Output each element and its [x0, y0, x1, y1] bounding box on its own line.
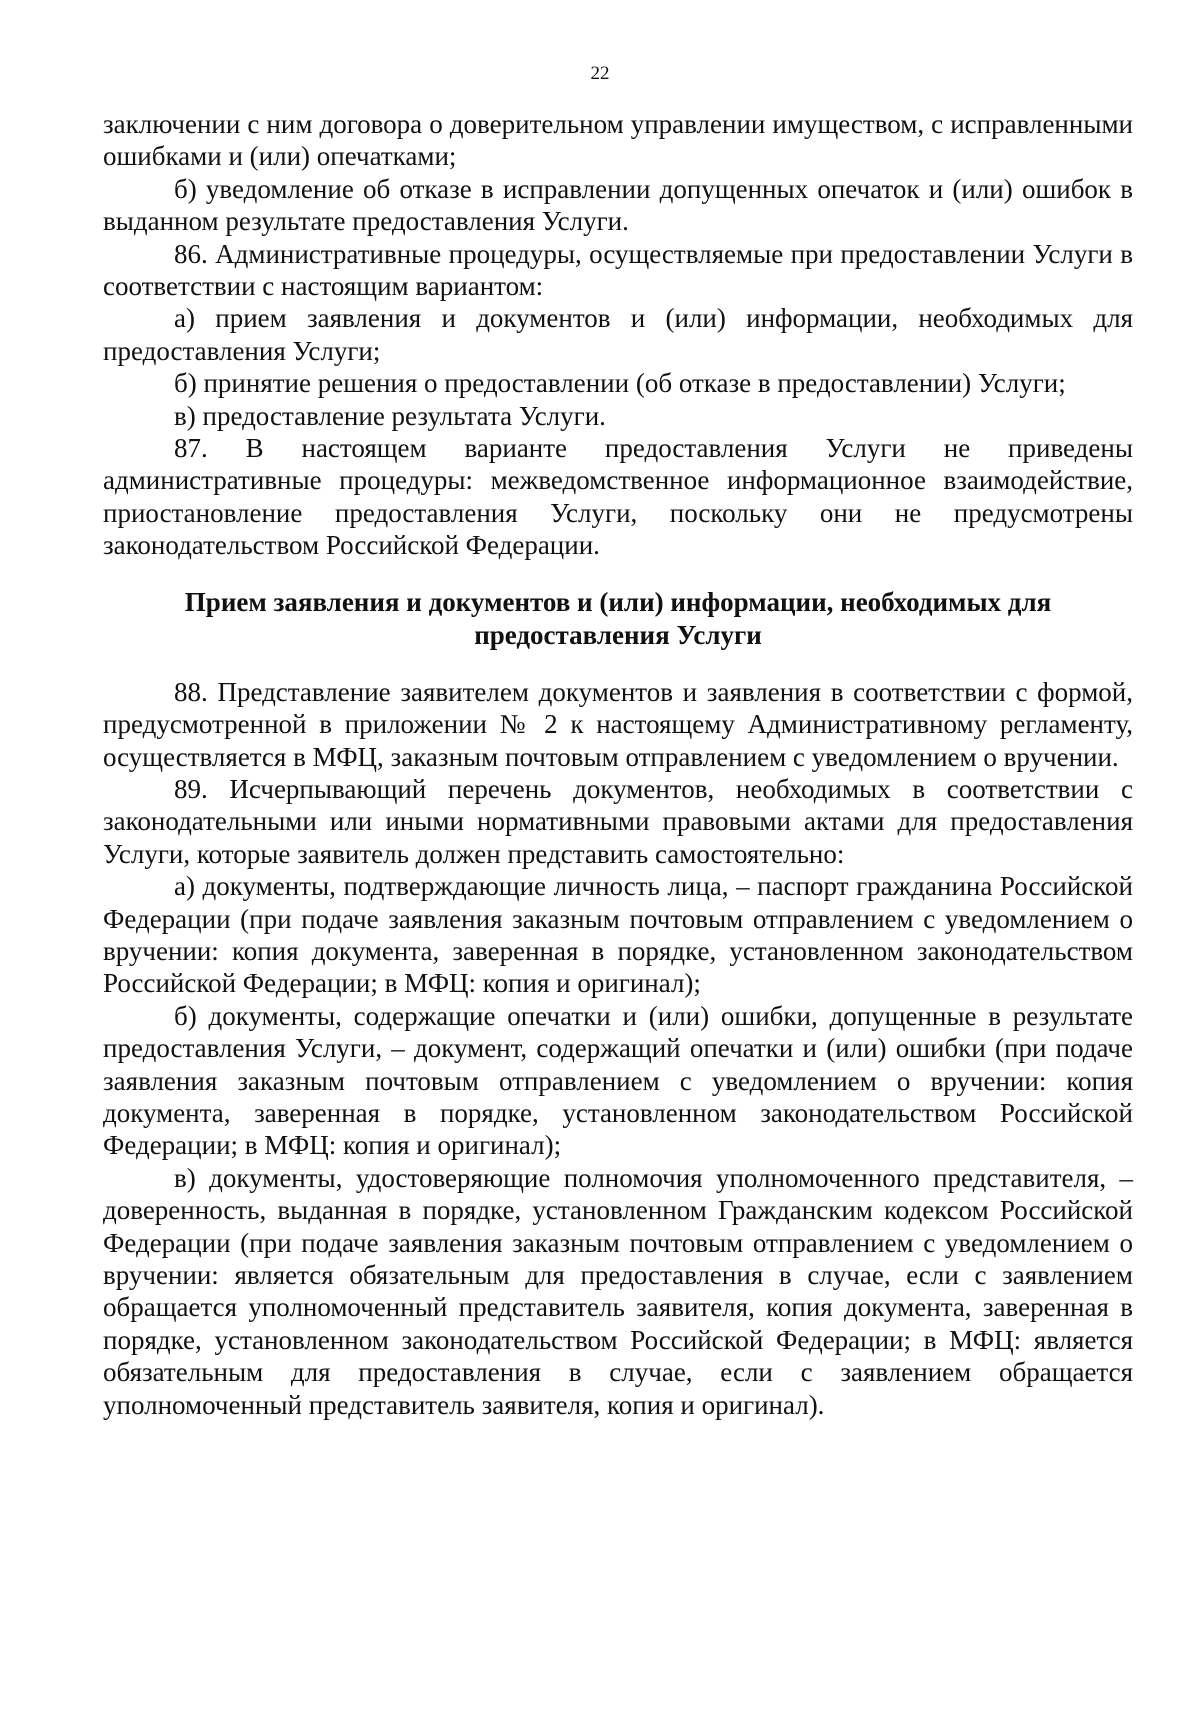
paragraph-88: 88. Представление заявителем документов и заявления в соответствии с формой, предусмотренной в приложении № 2 к настоящему Административному регламенту, осуществляется в МФЦ, заказным почтовым отправлением с уведомлением о вручении. [103, 676, 1133, 772]
paragraph-86: 86. Административные процедуры, осуществляемые при предоставлении Услуги в соответствии с настоящим вариантом: [103, 238, 1133, 302]
section-heading: Прием заявления и документов и (или) информации, необходимых для предоставления Услуги [184, 586, 1052, 650]
page-number: 22 [590, 63, 610, 84]
paragraph-continuation: заключении с ним договора о доверительном управлении имуществом, с исправленными ошибками и (или) опечатками; [103, 109, 1133, 172]
document-body [103, 108, 1133, 1421]
paragraphs-after-heading [103, 676, 1133, 1421]
paragraph-87: 87. В настоящем варианте предоставления Услуги не приведены административные процедуры: межведомственное информационное взаимодействие, приостановление предоставления Услуги, поскольку они не предусмотрены законодательством Российской Федерации. [103, 433, 1133, 561]
paragraph-89: 89. Исчерпывающий перечень документов, необходимых в соответствии с законодательными или иными нормативными правовыми актами для предоставления Услуги, которые заявитель должен представить самостоятельно: [103, 773, 1133, 869]
paragraph-89a: а) документы, подтверждающие личность лица, – паспорт гражданина Российской Федерации (при подаче заявления заказным почтовым отправлением с уведомлением о вручении: копия документа, заверенная в порядке, установленном законодательством Российской Федерации; в МФЦ: копия и оригинал); [103, 871, 1133, 999]
paragraph-85b: б) уведомление об отказе в исправлении допущенных опечаток и (или) ошибок в выданном результате предоставления Услуги. [103, 173, 1133, 237]
paragraph-89c: в) документы, удостоверяющие полномочия уполномоченного представителя, – доверенность, выданная в порядке, установленном Гражданским кодексом Российской Федерации (при подаче заявления заказным почтовым отправлением с уведомлением о вручении: является обязательным для предоставления в случае, если с заявлением обращается уполномоченный представитель заявителя, копия документа, заверенная в порядке, установленном законодательством Российской Федерации; в МФЦ: является обязательным для предоставления в случае, если с заявлением обращается уполномоченный представитель заявителя, копия и оригинал). [103, 1162, 1133, 1420]
paragraph-86a: а) прием заявления и документов и (или) информации, необходимых для предоставления Услуги; [103, 303, 1133, 366]
paragraphs-before-heading [103, 108, 1133, 562]
paragraph-86b: б) принятие решения о предоставлении (об отказе в предоставлении) Услуги; [174, 368, 1066, 399]
paragraph-89b: б) документы, содержащие опечатки и (или) ошибки, допущенные в результате предоставления Услуги, – документ, содержащий опечатки и (или) ошибки (при подаче заявления заказным почтовым отправлением с уведомлением о вручении: копия документа, заверенная в порядке, установленном законодательством Российской Федерации; в МФЦ: копия и оригинал); [103, 1000, 1133, 1161]
paragraph-86c: в) предоставление результата Услуги. [174, 400, 606, 431]
